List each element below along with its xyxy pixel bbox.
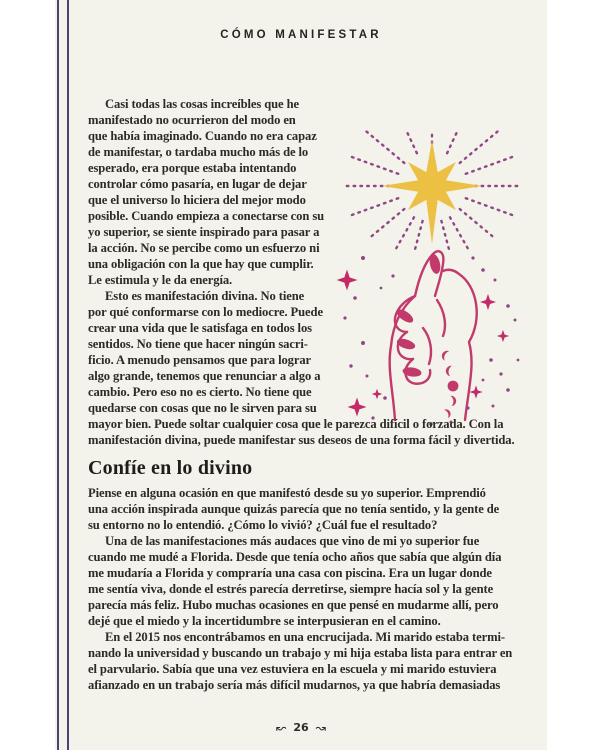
page-body-text [88, 96, 544, 693]
text-line: una obligación con la que hay que cumplir. [88, 257, 314, 271]
text-line: de manifestar, o tardaba mucho más de lo [88, 145, 309, 159]
folio-ornament-right-icon: ↝ [315, 720, 327, 735]
text-line: sentidos. No tiene que hacer ningún sacri- [88, 337, 308, 351]
text-line: crear una vida que le satisfaga en todos los [88, 321, 312, 335]
text-line: posible. Cuando empieza a conectarse con su [88, 209, 325, 223]
text-line: una acción inspirada aunque quizás parecía que no tenía sentido, y la gente de [88, 502, 500, 516]
text-line: ficio. A menudo pensamos que para lograr [88, 353, 312, 367]
text-line: En el 2015 nos encontrábamos en una encrucijada. Mi marido estaba termi- [105, 630, 505, 644]
text-line: me mudaría a Florida y compraría una casa con piscina. Era un lugar donde [88, 566, 492, 580]
paragraph-1 [88, 96, 352, 288]
text-line: Le estimula y le da energía. [88, 273, 233, 287]
text-line: me sentía viva, donde el estrés parecía derretirse, siempre hacía sol y la gente [88, 582, 494, 596]
text-line: Una de las manifestaciones más audaces que vino de mi yo superior fue [105, 534, 480, 548]
text-line: afianzado en un trabajo sería más difícil mudarnos, ya que habría demasiadas [88, 678, 501, 692]
page-footer [55, 719, 547, 734]
text-line: por qué conformarse con lo mediocre. Puede [88, 305, 323, 319]
text-line: que había imaginado. Cuando no era capaz [88, 129, 317, 143]
text-line: controlar cómo pasaría, en lugar de dejar [88, 177, 307, 191]
text-line: que el universo lo hiciera del mejor modo [88, 193, 306, 207]
paragraph-2-wide [88, 416, 544, 448]
text-line: el parvulario. Sabía que una vez estuviera en la escuela y mi marido estuviera [88, 662, 497, 676]
text-line: parecía más feliz. Hubo muchas ocasiones en que pensé en mudarme allí, pero [88, 598, 499, 612]
text-line: Esto es manifestación divina. No tiene [105, 289, 305, 303]
section-heading: Confíe en lo divino [88, 457, 253, 479]
text-line: nando la universidad y buscando un trabajo y mi hija estaba lista para entrar en [88, 646, 513, 660]
page-binding-rules [57, 0, 69, 750]
folio-ornament-left-icon: ↜ [275, 720, 287, 735]
text-line: mayor bien. Puede soltar cualquier cosa que le parezca difícil o forzada. Con la [88, 417, 504, 431]
paragraph-5 [88, 629, 544, 693]
text-line: la acción. No se percibe como un esfuerzo ni [88, 241, 320, 255]
text-line: dejé que el miedo y la incertidumbre se interpusieran en el camino. [88, 614, 441, 628]
text-line: cambio. Pero eso no es cierto. No tiene que [88, 385, 312, 399]
text-line: Piense en alguna ocasión en que manifestó desde su yo superior. Emprendió [88, 486, 486, 500]
paragraph-3 [88, 485, 544, 533]
text-line: quedarse con cosas que no le sirven para su [88, 401, 317, 415]
text-line: yo superior, se siente inspirado para pasar a [88, 225, 320, 239]
page-number: 26 [293, 721, 309, 734]
text-line: cuando me mudé a Florida. Desde que tenía ocho años que sabía que algún día [88, 550, 502, 564]
running-head: CÓMO MANIFESTAR [220, 29, 382, 41]
paragraph-2-narrow [88, 288, 352, 416]
text-line: algo grande, tenemos que renunciar a algo a [88, 369, 321, 383]
paragraph-4 [88, 533, 544, 629]
text-line: Casi todas las cosas increíbles que he [105, 97, 299, 111]
text-line: su entorno no lo entendió. ¿Cómo lo vivió? ¿Cuál fue el resultado? [88, 518, 438, 532]
text-line: manifestado no ocurrieron del modo en [88, 113, 296, 127]
text-line: esperado, era porque estaba intentando [88, 161, 297, 175]
book-page [55, 0, 547, 750]
text-line: manifestación divina, puede manifestar sus deseos de una forma fácil y divertida. [88, 433, 515, 447]
